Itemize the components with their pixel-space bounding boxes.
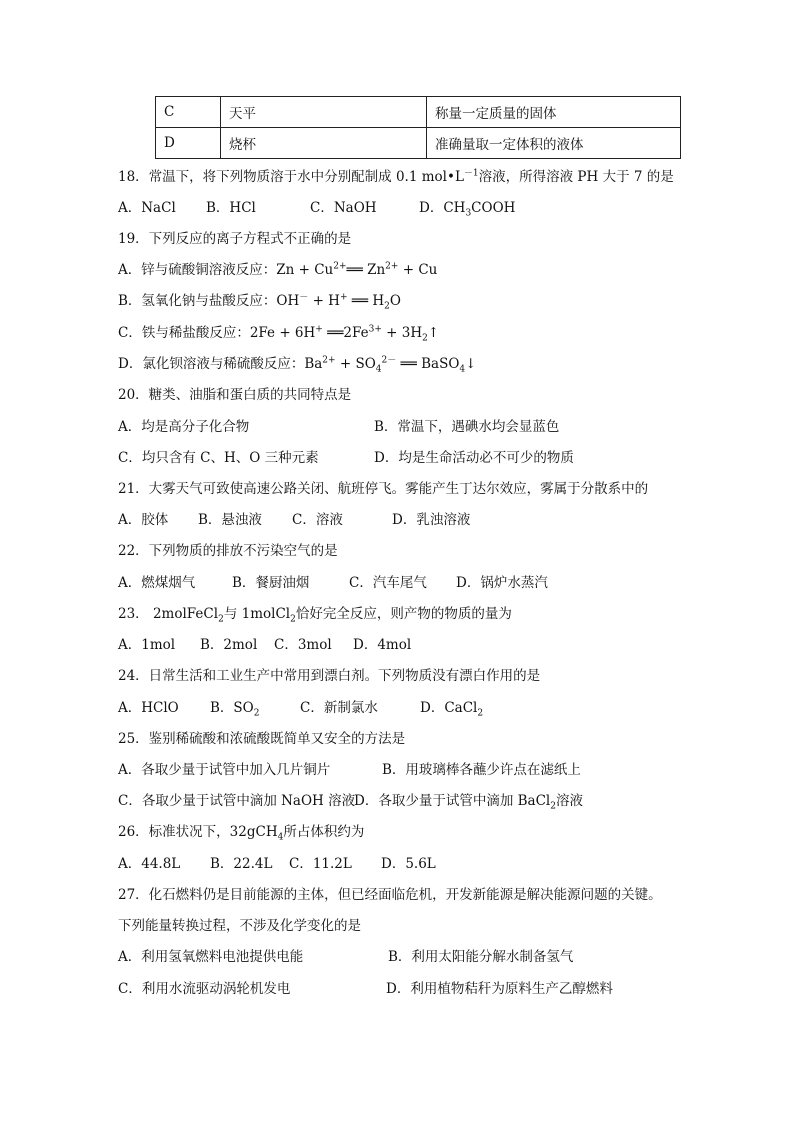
text: ══ H	[347, 293, 385, 309]
sup: +	[315, 324, 323, 335]
text: 23． 2molFeCl	[118, 606, 219, 622]
sub: 2	[384, 301, 390, 312]
sub: 4	[375, 364, 382, 375]
option-a: A．HClO	[118, 700, 179, 716]
text: 恰好完全反应，则产物的物质的量为	[295, 606, 512, 622]
option-c: C．各取少量于试管中滴加 NaOH 溶液	[118, 793, 356, 809]
option-d: D．均是生命活动必不可少的物质	[374, 450, 574, 466]
text: 溶液	[555, 793, 583, 809]
option-b: B．HCl	[206, 200, 256, 216]
option-a: A．胶体	[118, 512, 169, 528]
text: B．氢氧化钠与盐酸反应：OH	[118, 293, 300, 309]
sub: 2	[550, 801, 556, 812]
text: C．铁与稀盐酸反应：2Fe + 6H	[118, 325, 316, 341]
text: D．各取少量于试管中滴加 BaCl	[354, 793, 551, 809]
text: 所占体积约为	[283, 824, 365, 840]
text: + 3H	[381, 325, 423, 341]
option-b	[210, 699, 300, 717]
question-20-stem: 20．糖类、油脂和蛋白质的共同特点是	[118, 387, 352, 403]
question-26-stem	[118, 823, 364, 841]
option-d: D．利用植物秸秆为原料生产乙醇燃料	[386, 981, 613, 997]
question-21-options	[118, 511, 470, 529]
text: ══ BaSO	[396, 356, 460, 372]
option-c: C．NaOH	[310, 200, 377, 216]
table-cell-letter: C	[156, 97, 221, 128]
text: B．SO	[210, 700, 254, 716]
question-27-options-cd	[118, 980, 613, 998]
question-25-stem: 25．鉴别稀硫酸和浓硫酸既简单又安全的方法是	[118, 731, 406, 747]
option-a: A．各取少量于试管中加入几片铜片	[118, 762, 331, 778]
option-d: D．锅炉水蒸汽	[456, 575, 548, 591]
sub: 2	[218, 614, 224, 625]
option-d	[420, 699, 483, 717]
sub: 4	[459, 364, 466, 375]
table-cell-use: 称量一定质量的固体	[427, 97, 681, 128]
option-a: A．利用氢氧燃料电池提供电能	[118, 949, 304, 965]
option-a: A．1mol	[118, 637, 176, 653]
option-c: C．新制氯水	[300, 700, 378, 716]
sup: 2+	[322, 355, 336, 366]
option-c: C．汽车尾气	[349, 575, 427, 591]
question-22-options	[118, 574, 548, 592]
question-20-options-ab	[118, 418, 559, 436]
sup: 2+	[385, 261, 399, 272]
text: ↓	[465, 356, 477, 372]
option-d: D．乳浊溶液	[392, 512, 471, 528]
option-b: B．悬浊液	[198, 512, 262, 528]
sup: 2+	[333, 261, 347, 272]
sub: 2	[253, 708, 260, 719]
text: ══ Zn	[346, 262, 386, 278]
table-cell-instrument: 烧杯	[221, 128, 427, 159]
table-row	[156, 97, 681, 128]
question-18-stem	[118, 168, 674, 186]
sup: 2－	[381, 355, 397, 366]
text: + SO	[335, 356, 376, 372]
option-a: A．NaCl	[118, 200, 176, 216]
table-cell-instrument: 天平	[221, 97, 427, 128]
option-a: A．均是高分子化合物	[118, 419, 250, 435]
question-24-options	[118, 699, 483, 717]
question-26-options	[118, 855, 436, 873]
question-21-stem: 21．大雾天气可致使高速公路关闭、航班停飞。雾能产生丁达尔效应，雾属于分散系中的	[118, 481, 649, 497]
option-d	[354, 792, 583, 810]
table-cell-use: 准确量取一定体积的液体	[427, 128, 681, 159]
option-c: C．均只含有 C、H、O 三种元素	[118, 450, 319, 466]
question-19-option-a	[118, 261, 437, 279]
text: A．锌与硫酸铜溶液反应：Zn + Cu	[118, 262, 334, 278]
text: ══2Fe	[322, 325, 369, 341]
sub: 4	[277, 832, 284, 843]
table-row	[156, 128, 681, 159]
text: D．CaCl	[420, 700, 478, 716]
text: 与 1molCl	[223, 606, 291, 622]
option-c: C．11.2L	[289, 856, 352, 872]
table-cell-letter: D	[156, 128, 221, 159]
option-d: D．5.6L	[381, 856, 436, 872]
question-27-stem-line1: 27．化石燃料仍是目前能源的主体，但已经面临危机，开发新能源是解决能源问题的关键。	[118, 887, 662, 903]
option-a: A．燃煤烟气	[118, 575, 196, 591]
text: 溶液，所得溶液 PH 大于 7 的是	[478, 169, 674, 185]
text: ↑	[427, 325, 440, 341]
option-b: B．餐厨油烟	[232, 575, 310, 591]
option-d	[419, 199, 515, 217]
question-25-options-ab	[118, 761, 581, 779]
text: D．CH	[419, 200, 466, 216]
text: 26．标准状况下，32gCH	[118, 824, 278, 840]
question-18-options	[118, 199, 515, 217]
question-22-stem: 22．下列物质的排放不污染空气的是	[118, 543, 338, 559]
option-d: D．4mol	[353, 637, 412, 653]
option-b: B．22.4L	[210, 856, 273, 872]
instrument-table	[155, 96, 681, 159]
sup: －1	[463, 168, 479, 179]
option-a: A．44.8L	[118, 856, 181, 872]
sup: －	[299, 292, 309, 303]
question-23-stem	[118, 605, 512, 623]
sub: 2	[422, 333, 428, 344]
option-b: B．用玻璃棒各蘸少许点在滤纸上	[382, 762, 581, 778]
question-23-options	[118, 636, 411, 654]
option-b: B．利用太阳能分解水制备氢气	[388, 949, 574, 965]
sup: 3+	[368, 324, 382, 335]
question-25-options-cd	[118, 792, 583, 810]
option-c: C．溶液	[292, 512, 343, 528]
text: D．氯化钡溶液与稀硫酸反应：Ba	[118, 356, 323, 372]
question-20-options-cd	[118, 449, 574, 467]
text: + H	[308, 293, 340, 309]
question-19-option-c	[118, 324, 439, 342]
text: 18．常温下，将下列物质溶于水中分别配制成 0.1 mol•L	[118, 169, 464, 185]
option-c: C．3mol	[274, 637, 332, 653]
option-b: B．常温下，遇碘水均会显蓝色	[374, 419, 560, 435]
text: + Cu	[398, 262, 438, 278]
question-19-option-b	[118, 292, 401, 310]
question-24-stem: 24．日常生活和工业生产中常用到漂白剂。下列物质没有漂白作用的是	[118, 668, 541, 684]
question-19-stem: 19．下列反应的离子方程式不正确的是	[118, 231, 352, 247]
sub: 2	[477, 708, 484, 719]
text: COOH	[471, 200, 516, 216]
text: O	[389, 293, 401, 309]
sub: 2	[290, 614, 296, 625]
question-27-options-ab	[118, 948, 573, 966]
question-19-option-d	[118, 355, 476, 373]
option-c: C．利用水流驱动涡轮机发电	[118, 981, 291, 997]
sub: 3	[465, 208, 472, 219]
question-27-stem-line2: 下列能量转换过程，不涉及化学变化的是	[118, 918, 361, 934]
sup: +	[339, 292, 348, 303]
option-b: B．2mol	[200, 637, 258, 653]
